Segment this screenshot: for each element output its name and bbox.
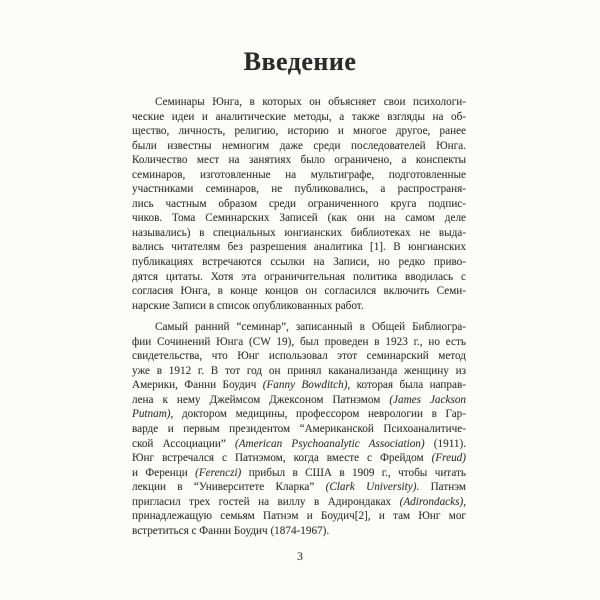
text-line: были известны немногим даже среди последователей Юнга. [132,139,466,152]
text-line: дятся цитаты. Хотя эта ограничительная политика вводилась с [132,270,466,283]
text-line: варде и первым президентом “Американской Психоаналитиче- [132,423,466,436]
page-body [132,95,466,538]
text-line: чиков. Тома Семинарских Записей (как они на самом деле [132,212,466,225]
text-line: нарские Записи в список опубликованных работ. [132,299,364,312]
text-line: лекции в “Университете Кларка” (Clark University). Патнэм [132,481,466,494]
text-line: принадлежащую семьям Патнэм и Боудич[2], и там Юнг мог [132,510,466,523]
text-line: лена к нему Джеймсом Джексоном Патнэмом (James Jackson [132,393,466,406]
text-line: встретиться с Фанни Боудич (1874-1967). [132,524,330,537]
text-line: ской Ассоциации” (American Psychoanalytic Association) (1911). [132,437,466,450]
text-line: Семинары Юнга, в которых он объясняет свои психологи- [155,96,466,108]
text-line: Америки, Фанни Боудич (Fanny Bowditch), которая была направ- [132,379,466,392]
text-line: Количество мест на занятиях было ограничено, а конспекты [132,154,466,167]
text-line: свидетельства, что Юнг использовал этот семинарский метод [132,350,466,363]
text-line: Putnam), доктором медицины, профессором неврологии в Гар- [132,408,466,421]
page-number: 3 [297,549,303,563]
text-line: пригласил трех гостей на виллу в Адирондаках (Adirondacks), [132,495,466,508]
text-line: уже в 1912 г. В тот год он принял каканализанда женщину из [132,364,466,377]
text-line: вались читателям без разрешения аналитика [1]. В юнгианских [132,241,466,254]
text-line: согласия Юнга, в конце концов он согласился включить Семи- [132,285,466,298]
page-title: Введение [243,47,357,76]
text-line: назывались) в специальных юнгианских библиотеках не выда- [132,226,466,239]
text-line: Юнг встречался с Патнэмом, когда вместе с Фрейдом (Freud) [132,452,466,465]
text-line: фии Сочинений Юнга (CW 19), был проведен в 1923 г., но есть [132,335,466,348]
text-line: участниками семинаров, не публиковались, а распространя- [132,183,466,196]
text-line: и Ференци (Ferenczi) прибыл в США в 1909 г., чтобы читать [132,466,466,479]
paragraph [132,95,466,313]
text-line: лись частным образом среди ограниченного круга подпис- [132,197,466,210]
paragraph [132,320,466,538]
text-line: щество, личность, религию, историю и многое другое, ранее [132,125,466,138]
text-line: Самый ранний “семинар”, записанный в Общей Библиогра- [155,321,466,334]
text-line: ческие идеи и аналитические методы, а также взгляды на об- [132,110,466,123]
text-line: семинаров, изготовленные на мультиграфе, подготовленные [132,168,466,181]
text-line: публикациях встречаются ссылки на Записи, но редко приво- [132,256,466,269]
